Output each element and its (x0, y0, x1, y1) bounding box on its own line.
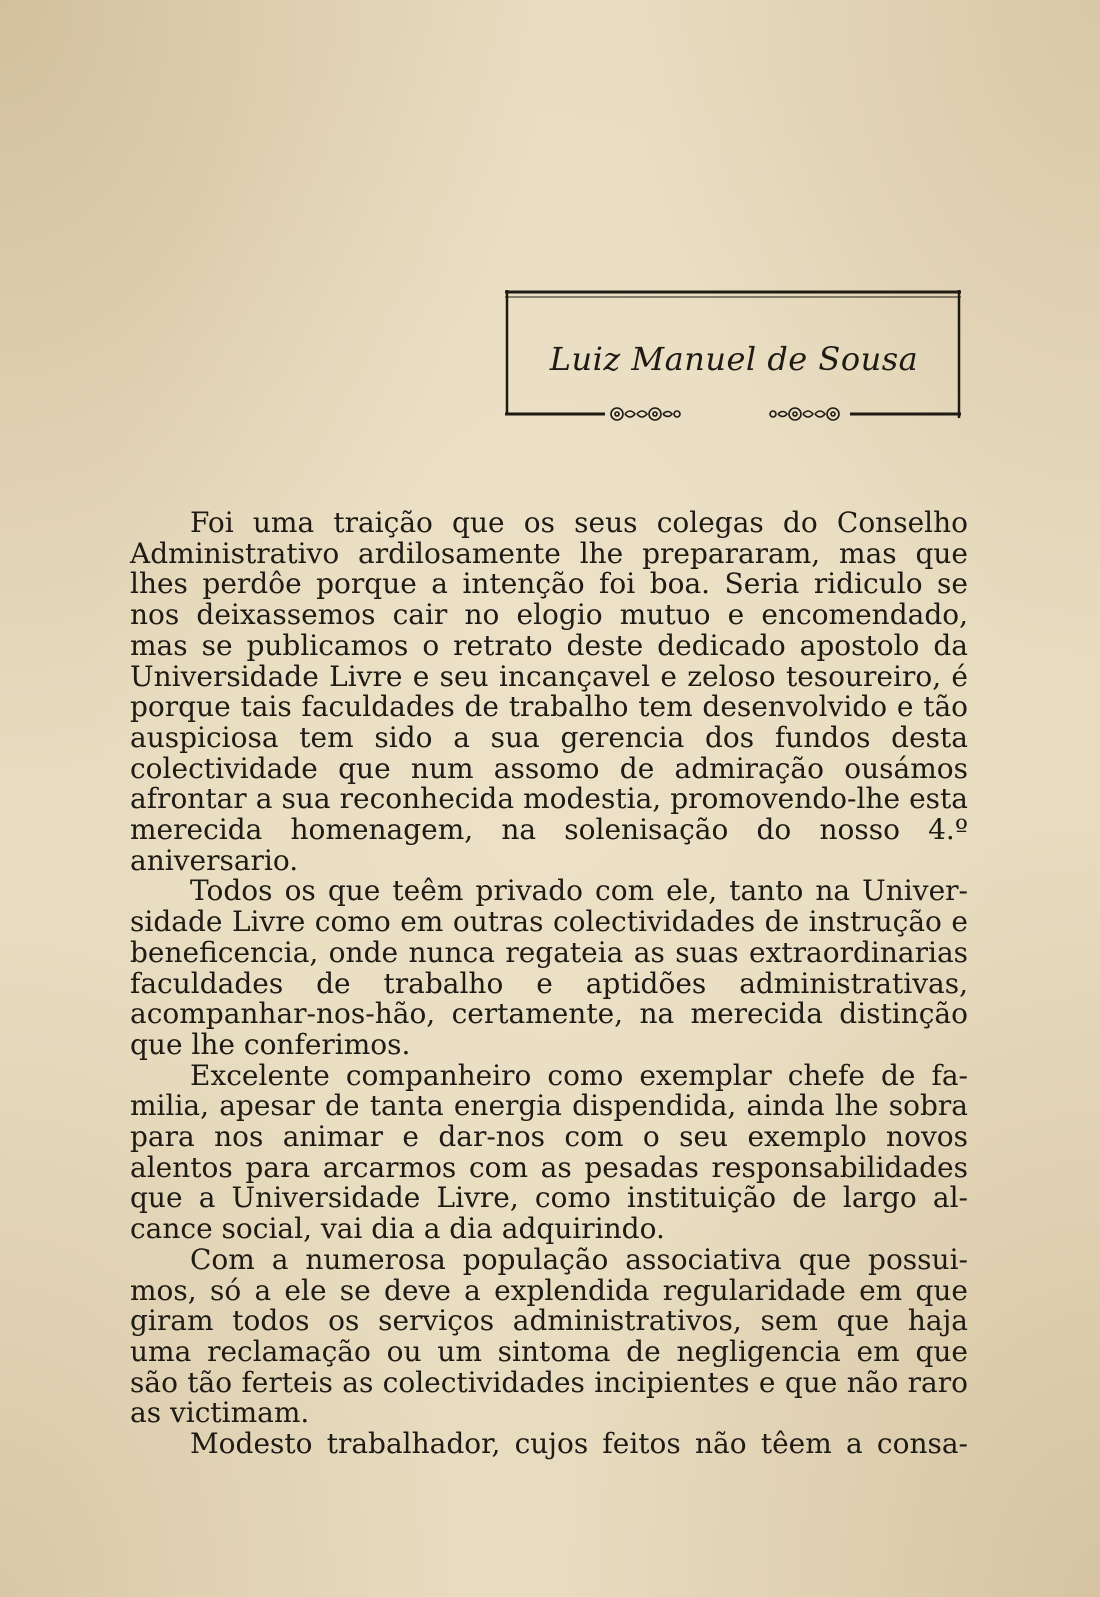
page-title: Luiz Manuel de Sousa (549, 340, 919, 378)
paragraph: Todos os que teêm privado com ele, tanto na Universidade Livre como em outras colectividades de instrução e beneficencia, onde nunca regateia as suas extraordinarias faculdades de trabalho e aptidões administrativas, acompanhar-nos-hão, certamente, na merecida distinção que lhe conferimos. (130, 874, 968, 1061)
paragraph: Excelente companheiro como exemplar chefe de familia, apesar de tanta energia dispendida, ainda lhe sobra para nos animar e dar-nos com o seu exemplo novos alentos para arcarmos com as pesadas responsabilidades que a Universidade Livre, como instituição de largo alcance social, vai dia a dia adquirindo. (130, 1058, 968, 1246)
title-frame (505, 290, 963, 426)
paragraph: Com a numerosa população associativa que possuimos, só a ele se deve a explendida regularidade em que giram todos os serviços administrativos, sem que haja uma reclamação ou um sintoma de negligencia em que são tão ferteis as colectividades incipientes e que não raro as victimam. (130, 1242, 968, 1430)
ornament-left (611, 408, 680, 420)
ornament-right (770, 408, 839, 420)
paragraph: Foi uma traição que os seus colegas do Conselho Administrativo ardilosamente lhe prepararam, mas que lhes perdôe porque a intenção foi boa. Seria ridiculo se nos deixassemos cair no elogio mutuo e encomendado, mas se publicamos o retrato deste dedicado apostolo da Universidade Livre e seu incançavel e zeloso tesoureiro, é porque tais faculdades de trabalho tem desenvolvido e tão auspiciosa tem sido a sua gerencia dos fundos desta colectividade que num assomo de admiração ousámos afrontar a sua reconhecida modestia, promovendo-lhe esta merecida homenagem, na solenisação do nosso 4.º aniversario. (130, 506, 968, 877)
paragraph: Modesto trabalhador, cujos feitos não têem a consa- (190, 1427, 968, 1461)
body-text (130, 508, 968, 1460)
